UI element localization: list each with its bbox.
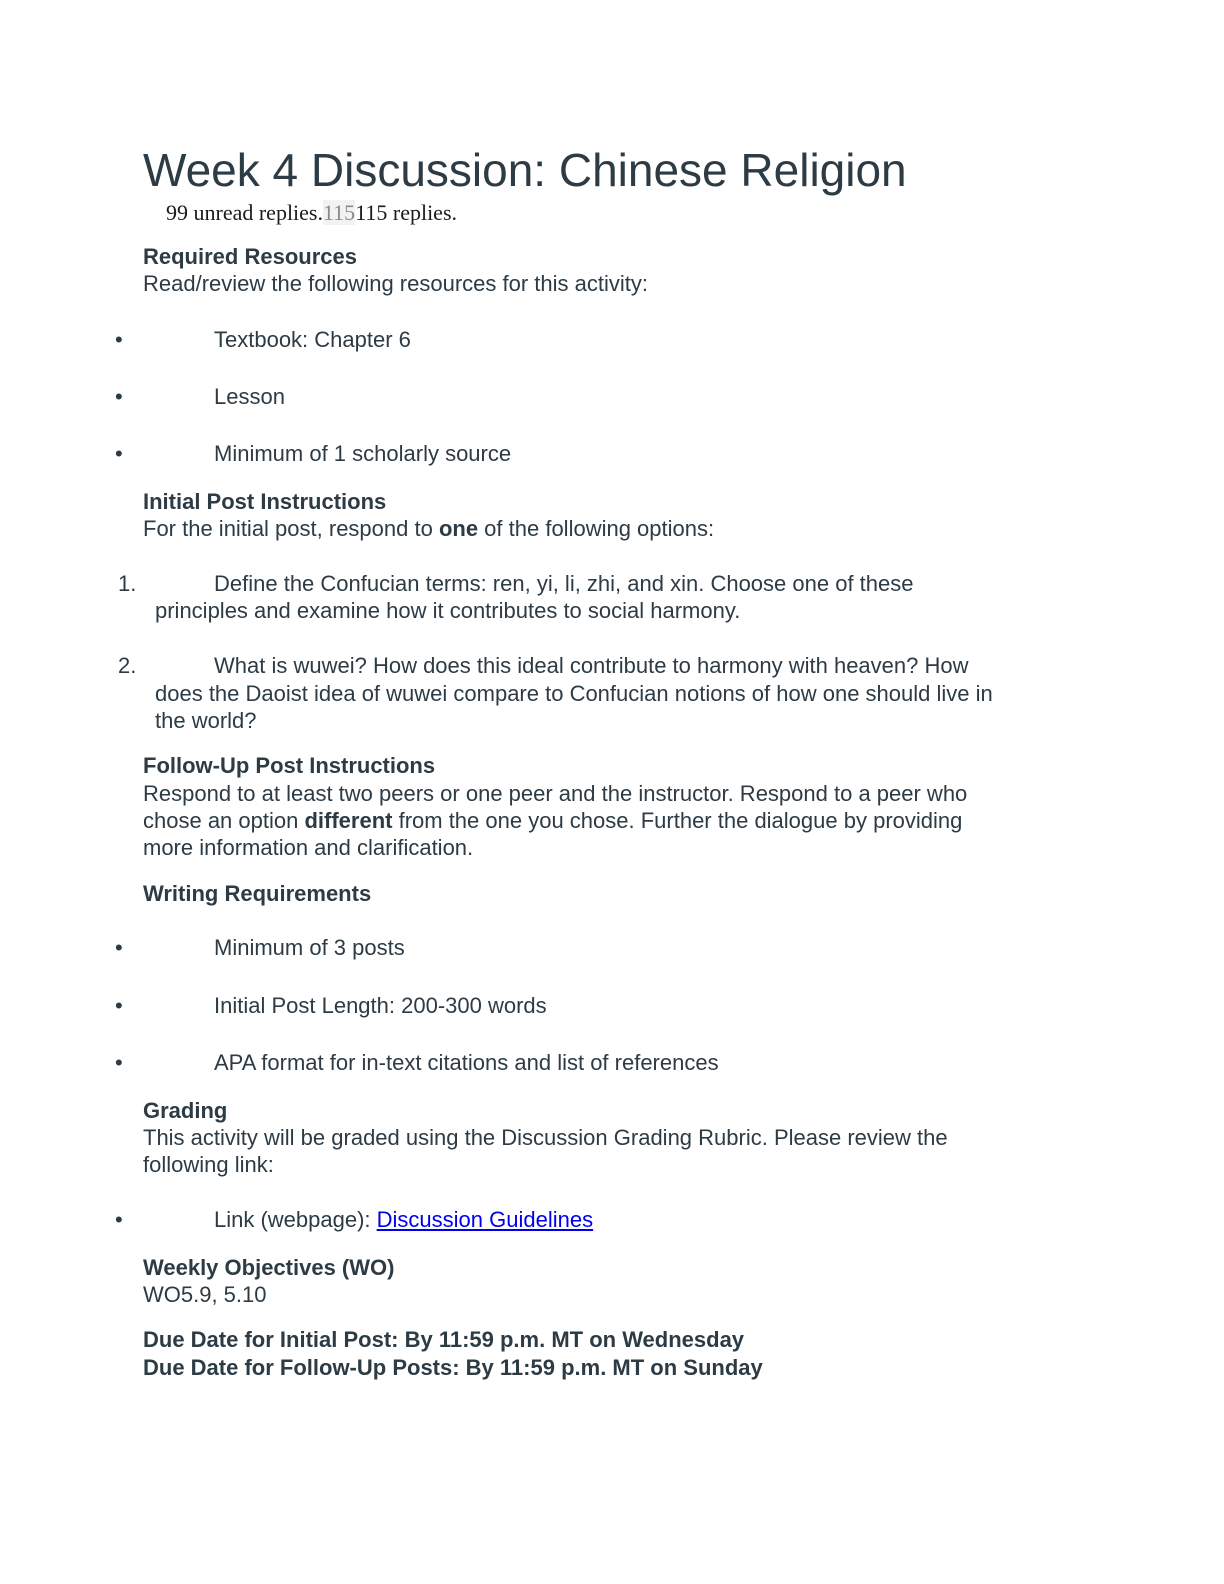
total-replies-text: 115 replies. [355, 200, 458, 225]
grading-heading: Grading [143, 1098, 228, 1123]
bullet-icon: • [115, 1050, 123, 1075]
option-text: What is wuwei? How does this ideal contribute to harmony with heaven? How [214, 653, 969, 678]
bullet-icon: • [115, 1207, 123, 1232]
option-text: does the Daoist idea of wuwei compare to Confucian notions of how one should live in [155, 681, 993, 706]
unread-replies-text[interactable]: 99 unread replies. [166, 200, 323, 225]
writing-requirements-heading: Writing Requirements [143, 881, 372, 906]
followup-text: chose an option different from the one you chose. Further the dialogue by providing [143, 808, 963, 833]
list-item: APA format for in-text citations and list of references [214, 1050, 719, 1075]
option-number: 1. [118, 571, 137, 596]
list-item: Textbook: Chapter 6 [214, 327, 411, 352]
option-text: principles and examine how it contributes to social harmony. [155, 598, 741, 623]
followup-heading: Follow-Up Post Instructions [143, 753, 436, 778]
option-text: Define the Confucian terms: ren, yi, li, zhi, and xin. Choose one of these [214, 571, 914, 596]
bullet-icon: • [115, 993, 123, 1018]
page-title: Week 4 Discussion: Chinese Religion [143, 144, 907, 196]
due-date-initial: Due Date for Initial Post: By 11:59 p.m. MT on Wednesday [143, 1327, 745, 1352]
due-date-followup: Due Date for Follow-Up Posts: By 11:59 p.m. MT on Sunday [143, 1355, 763, 1380]
followup-text: Respond to at least two peers or one peer and the instructor. Respond to a peer who [143, 781, 968, 806]
required-resources-heading: Required Resources [143, 244, 357, 269]
discussion-guidelines-link[interactable]: Discussion Guidelines [376, 1207, 594, 1232]
list-item: Minimum of 3 posts [214, 935, 405, 960]
weekly-objectives-value: WO5.9, 5.10 [143, 1282, 267, 1307]
bullet-icon: • [115, 441, 123, 466]
initial-post-heading: Initial Post Instructions [143, 489, 387, 514]
option-text: the world? [155, 708, 257, 733]
initial-post-intro: For the initial post, respond to one of the following options: [143, 516, 715, 541]
reply-count [166, 199, 457, 227]
followup-text: more information and clarification. [143, 835, 474, 860]
required-resources-intro: Read/review the following resources for this activity: [143, 271, 648, 296]
list-item: Initial Post Length: 200-300 words [214, 993, 547, 1018]
bullet-icon: • [115, 935, 123, 960]
grading-text: This activity will be graded using the Discussion Grading Rubric. Please review the [143, 1125, 948, 1150]
grading-text: following link: [143, 1152, 274, 1177]
list-item: Minimum of 1 scholarly source [214, 441, 512, 466]
option-number: 2. [118, 653, 137, 678]
weekly-objectives-heading: Weekly Objectives (WO) [143, 1255, 395, 1280]
list-item: Link (webpage): Discussion Guidelines [214, 1207, 594, 1232]
list-item: Lesson [214, 384, 285, 409]
bullet-icon: • [115, 384, 123, 409]
reply-count-badge: 115 [323, 200, 356, 225]
bullet-icon: • [115, 327, 123, 352]
